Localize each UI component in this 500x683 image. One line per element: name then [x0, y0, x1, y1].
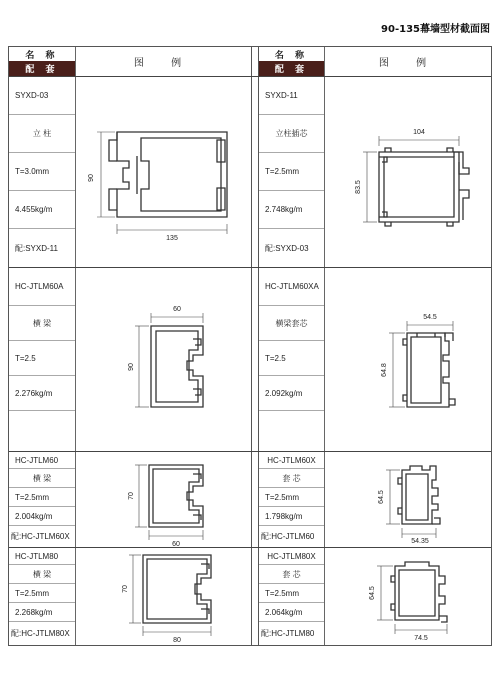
wall-thickness: T=2.5 — [265, 353, 286, 363]
matching-part: 配:SYXD-03 — [265, 243, 309, 253]
divider — [9, 76, 491, 77]
divider — [9, 267, 491, 268]
matching-part: 配:HC-JTLM80X — [11, 629, 70, 638]
height-dimension: 64.8 — [381, 363, 388, 377]
header-match: 配 套 — [259, 61, 324, 76]
header-match: 配 套 — [9, 61, 75, 76]
profile-drawing-syxd-03 — [79, 82, 249, 262]
model-code: HC-JTLM60XA — [265, 282, 319, 291]
height-dimension: 64.5 — [369, 586, 376, 600]
height-dimension: 83.5 — [355, 180, 362, 194]
matching-part: 配:HC-JTLM60 — [261, 532, 315, 541]
divider — [251, 47, 252, 645]
unit-weight: 1.798kg/m — [265, 511, 303, 521]
width-dimension: 104 — [413, 129, 425, 136]
profile-drawing-hc-jtlm80x — [347, 548, 487, 646]
height-dimension: 90 — [88, 174, 95, 182]
height-dimension: 64.5 — [378, 490, 385, 504]
profile-drawing-hc-jtlm60a — [119, 303, 219, 433]
matching-part: 配:HC-JTLM60X — [11, 532, 70, 541]
width-dimension: 60 — [173, 306, 181, 313]
unit-weight: 2.092kg/m — [265, 388, 303, 398]
width-dimension: 74.5 — [414, 635, 428, 642]
profile-type: 横梁套芯 — [275, 318, 308, 328]
divider — [324, 47, 325, 645]
model-code: SYXD-11 — [265, 91, 298, 100]
height-dimension: 90 — [128, 363, 135, 371]
divider — [9, 410, 75, 411]
profile-type: 横 梁 — [32, 318, 52, 328]
width-dimension: 54.5 — [423, 314, 437, 321]
wall-thickness: T=2.5mm — [15, 588, 50, 598]
wall-thickness: T=2.5mm — [265, 167, 300, 176]
wall-thickness: T=2.5mm — [265, 492, 300, 502]
profile-table — [8, 46, 492, 646]
model-code: HC-JTLM60A — [15, 282, 64, 291]
unit-weight: 2.268kg/m — [15, 607, 53, 617]
model-code: HC-JTLM80 — [15, 551, 59, 561]
profile-type: 套 芯 — [282, 473, 301, 483]
unit-weight: 2.064kg/m — [265, 607, 303, 617]
header-figure: 图 例 — [378, 58, 439, 69]
divider — [75, 47, 76, 645]
width-dimension: 54.35 — [411, 538, 429, 545]
profile-type: 横 梁 — [32, 569, 52, 579]
unit-weight: 4.455kg/m — [15, 205, 53, 214]
header-name: 名 称 — [274, 50, 309, 61]
width-dimension: 60 — [172, 541, 180, 548]
wall-thickness: T=2.5mm — [15, 492, 50, 502]
profile-drawing-hc-jtlm80 — [115, 548, 230, 646]
model-code: HC-JTLM60X — [267, 455, 316, 465]
unit-weight: 2.748kg/m — [265, 205, 303, 214]
profile-drawing-hc-jtlm60xa — [359, 303, 469, 433]
width-dimension: 135 — [166, 235, 178, 242]
profile-type: 横 梁 — [32, 473, 52, 483]
profile-type: 立柱插芯 — [275, 129, 308, 138]
unit-weight: 2.004kg/m — [15, 511, 53, 521]
matching-part: 配:SYXD-11 — [15, 243, 58, 253]
header-name: 名 称 — [25, 50, 59, 61]
model-code: SYXD-03 — [15, 91, 49, 100]
height-dimension: 70 — [122, 585, 129, 593]
profile-drawing-hc-jtlm60 — [119, 452, 219, 548]
width-dimension: 80 — [173, 637, 181, 644]
profile-type: 套 芯 — [282, 569, 301, 579]
wall-thickness: T=2.5 — [15, 353, 36, 363]
profile-type: 立 柱 — [32, 129, 52, 138]
profile-drawing-syxd-11 — [327, 82, 492, 262]
model-code: HC-JTLM60 — [15, 455, 59, 465]
header-figure: 图 例 — [133, 58, 194, 69]
divider — [259, 410, 324, 411]
page-title: 90-135幕墙型材截面图 — [381, 24, 490, 35]
unit-weight: 2.276kg/m — [15, 388, 53, 398]
model-code: HC-JTLM80X — [267, 551, 316, 561]
height-dimension: 70 — [128, 492, 135, 500]
wall-thickness: T=3.0mm — [15, 167, 50, 176]
wall-thickness: T=2.5mm — [265, 588, 300, 598]
matching-part: 配:HC-JTLM80 — [261, 629, 315, 638]
profile-drawing-hc-jtlm60x — [354, 452, 474, 548]
